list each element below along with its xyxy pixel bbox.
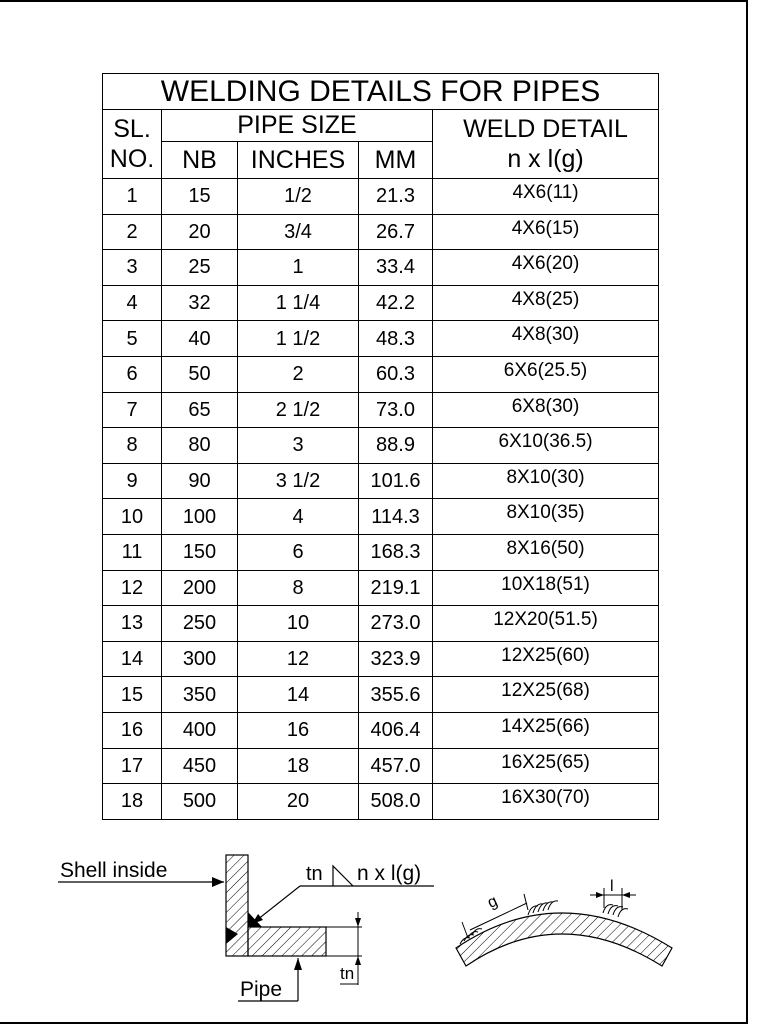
nb-cell: 300 — [162, 641, 238, 677]
tn-label: tn — [340, 964, 355, 983]
inches-cell: 6 — [238, 534, 359, 570]
nb-header: NB — [162, 142, 238, 179]
nb-cell: 200 — [162, 570, 238, 606]
weld-detail-cell: 12X25(68) — [433, 677, 659, 713]
weld-detail-cell: 8X16(50) — [433, 534, 659, 570]
mm-cell: 42.2 — [359, 285, 433, 321]
mm-cell: 26.7 — [359, 214, 433, 250]
nb-cell: 32 — [162, 285, 238, 321]
pipe-arrow — [294, 958, 302, 970]
nb-cell: 500 — [162, 784, 238, 820]
sl-cell: 15 — [103, 677, 162, 713]
inches-cell: 14 — [238, 677, 359, 713]
weld-detail-cell: 6X10(36.5) — [433, 428, 659, 464]
sl-cell: 14 — [103, 641, 162, 677]
inches-cell: 2 1/2 — [238, 392, 359, 428]
inches-cell: 20 — [238, 784, 359, 820]
weld-detail-header: WELD DETAIL — [433, 110, 659, 142]
weld-detail-cell: 10X18(51) — [433, 570, 659, 606]
weld-detail-cell: 4X8(30) — [433, 321, 659, 357]
nb-cell: 150 — [162, 534, 238, 570]
g-label: g — [484, 892, 501, 912]
weld-symbol-tn: tn — [306, 863, 323, 885]
weld-formula-header: n x l(g) — [433, 142, 659, 179]
sl-cell: 1 — [103, 179, 162, 215]
table-title: WELDING DETAILS FOR PIPES — [103, 74, 659, 110]
inches-cell: 10 — [238, 606, 359, 642]
weld-detail-cell: 4X6(20) — [433, 250, 659, 286]
inches-cell: 12 — [238, 641, 359, 677]
weld-beads-right — [603, 905, 628, 917]
nb-cell: 20 — [162, 214, 238, 250]
weld-detail-cell: 16X25(65) — [433, 748, 659, 784]
sl-cell: 11 — [103, 534, 162, 570]
nb-cell: 100 — [162, 499, 238, 535]
sl-cell: 2 — [103, 214, 162, 250]
pipe-label: Pipe — [240, 978, 283, 1001]
mm-cell: 219.1 — [359, 570, 433, 606]
nb-cell: 80 — [162, 428, 238, 464]
weld-detail-cell: 12X20(51.5) — [433, 606, 659, 642]
shell-inside-arrow — [212, 877, 224, 887]
mm-cell: 73.0 — [359, 392, 433, 428]
fillet-weld-symbol — [333, 866, 353, 886]
nb-cell: 400 — [162, 712, 238, 748]
inches-cell: 1 — [238, 250, 359, 286]
weld-detail-cell: 14X25(66) — [433, 712, 659, 748]
nb-cell: 450 — [162, 748, 238, 784]
tn-arrow-bottom — [355, 956, 361, 965]
mm-cell: 33.4 — [359, 250, 433, 286]
inches-cell: 2 — [238, 356, 359, 392]
mm-cell: 508.0 — [359, 784, 433, 820]
mm-cell: 21.3 — [359, 179, 433, 215]
weld-detail-cell: 8X10(30) — [433, 463, 659, 499]
sl-cell: 8 — [103, 428, 162, 464]
mm-cell: 101.6 — [359, 463, 433, 499]
inches-cell: 1 1/2 — [238, 321, 359, 357]
mm-cell: 457.0 — [359, 748, 433, 784]
mm-cell: 406.4 — [359, 712, 433, 748]
mm-cell: 48.3 — [359, 321, 433, 357]
mm-cell: 114.3 — [359, 499, 433, 535]
nb-cell: 15 — [162, 179, 238, 215]
g-extension-left — [462, 922, 468, 938]
sl-cell: 12 — [103, 570, 162, 606]
l-label: l — [610, 878, 614, 895]
inches-cell: 1 1/4 — [238, 285, 359, 321]
mm-header: MM — [359, 142, 433, 179]
sl-cell: 3 — [103, 250, 162, 286]
weld-symbol-text: n x l(g) — [357, 862, 422, 885]
nb-cell: 350 — [162, 677, 238, 713]
inches-cell: 8 — [238, 570, 359, 606]
inches-cell: 4 — [238, 499, 359, 535]
pipe-wall — [248, 927, 326, 956]
sl-cell: 16 — [103, 712, 162, 748]
nb-cell: 40 — [162, 321, 238, 357]
inches-header: INCHES — [238, 142, 359, 179]
mm-cell: 168.3 — [359, 534, 433, 570]
nb-cell: 90 — [162, 463, 238, 499]
pipe-size-header: PIPE SIZE — [162, 110, 433, 142]
mm-cell: 355.6 — [359, 677, 433, 713]
inches-cell: 3 — [238, 428, 359, 464]
sl-header-line2: NO. — [103, 142, 162, 179]
sl-cell: 17 — [103, 748, 162, 784]
sl-header-line1: SL. — [103, 110, 162, 142]
weld-detail-cell: 6X6(25.5) — [433, 356, 659, 392]
weld-detail-cell: 16X30(70) — [433, 784, 659, 820]
mm-cell: 323.9 — [359, 641, 433, 677]
nb-cell: 50 — [162, 356, 238, 392]
inches-cell: 3 1/2 — [238, 463, 359, 499]
weld-detail-cell: 12X25(60) — [433, 641, 659, 677]
sl-cell: 13 — [103, 606, 162, 642]
weld-detail-cell: 8X10(35) — [433, 499, 659, 535]
nb-cell: 65 — [162, 392, 238, 428]
tn-arrow-top — [355, 918, 361, 927]
sl-cell: 5 — [103, 321, 162, 357]
inches-cell: 1/2 — [238, 179, 359, 215]
sl-cell: 6 — [103, 356, 162, 392]
weld-detail-cell: 4X6(15) — [433, 214, 659, 250]
inches-cell: 3/4 — [238, 214, 359, 250]
mm-cell: 60.3 — [359, 356, 433, 392]
shell-inside-label: Shell inside — [60, 859, 168, 882]
l-arrow-right — [622, 892, 630, 898]
mm-cell: 273.0 — [359, 606, 433, 642]
sl-cell: 9 — [103, 463, 162, 499]
sl-cell: 10 — [103, 499, 162, 535]
weld-detail-cell: 4X6(11) — [433, 179, 659, 215]
sl-cell: 7 — [103, 392, 162, 428]
l-arrow-left — [596, 892, 604, 898]
nb-cell: 250 — [162, 606, 238, 642]
weld-detail-cell: 6X8(30) — [433, 392, 659, 428]
weld-detail-cell: 4X8(25) — [433, 285, 659, 321]
sl-cell: 4 — [103, 285, 162, 321]
g-extension-right — [524, 894, 528, 910]
mm-cell: 88.9 — [359, 428, 433, 464]
nb-cell: 25 — [162, 250, 238, 286]
sl-cell: 18 — [103, 784, 162, 820]
inches-cell: 18 — [238, 748, 359, 784]
inches-cell: 16 — [238, 712, 359, 748]
